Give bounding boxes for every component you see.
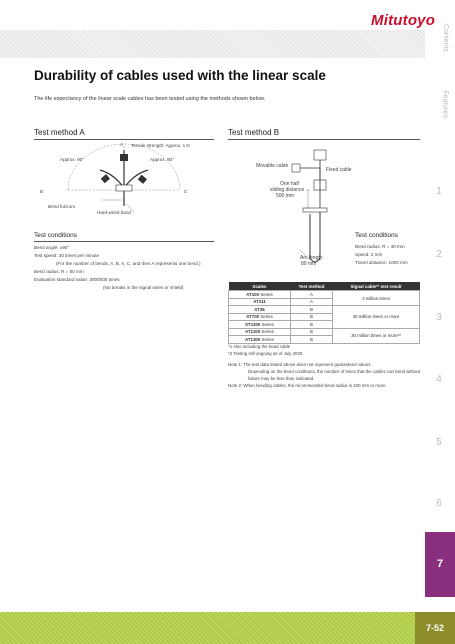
durability-table <box>228 282 420 344</box>
method-b-condition: Travel distance: 1000 mm <box>355 260 408 265</box>
result-cell: 3 million times <box>333 291 420 306</box>
arc-80mm-label: 80 mm <box>301 261 317 267</box>
side-tab-nav <box>425 0 455 644</box>
method-b-heading: Test method B <box>228 128 280 137</box>
side-tab-1[interactable]: 1 <box>436 186 442 197</box>
position-a-label: A <box>120 142 124 147</box>
note-2: Note 2: When bending cables, the recommended bend radius is 100 mm or more. <box>228 383 387 388</box>
scale-cell: ST1300 Series <box>229 321 291 329</box>
col-result: Signal cable*¹ test result <box>333 282 420 291</box>
hard-wired-band-label: Hard-wired band <box>97 210 131 215</box>
note-1-cont: failure may be less than indicated. <box>248 376 315 381</box>
method-a-condition: Bend angle: ±90° <box>34 245 70 250</box>
col-test-method: Test method <box>291 282 333 291</box>
method-cell: A <box>291 291 333 299</box>
page-number: 7-52 <box>415 612 455 644</box>
side-tab-contents[interactable]: Contents <box>442 23 449 52</box>
method-cell: A <box>291 298 333 306</box>
one-half-label: One half <box>280 181 299 187</box>
method-cell: B <box>291 328 333 336</box>
scale-cell: AT100 Series <box>229 291 291 299</box>
approx-90-left-label: Approx. 90° <box>60 157 85 162</box>
table-row <box>229 328 420 336</box>
table-header-row <box>229 282 420 291</box>
side-tab-2[interactable]: 2 <box>436 249 442 260</box>
side-tab-7-active[interactable] <box>425 532 455 597</box>
method-a-heading: Test method A <box>34 128 85 137</box>
method-a-condition: Evaluation standard value: 3000000 times <box>34 277 120 282</box>
note-1: Note 1: The test data stated above does not represent guaranteed values. <box>228 362 372 367</box>
page-title: Durability of cables used with the linear scale <box>34 68 326 83</box>
tensile-strength-label: Tensile strength: Approx. 1 N <box>131 143 190 148</box>
position-c-label: C <box>184 189 188 194</box>
result-cell: 40 million times or more <box>333 306 420 329</box>
footer-band <box>0 612 455 644</box>
footnote-2: *2 Testing still ongoing as of July 2020 <box>228 351 303 356</box>
note-1-cont: Depending on the bend conditions, the number of times that the cables can bend without <box>248 369 421 374</box>
method-a-conditions-heading: Test conditions <box>34 232 77 239</box>
method-b-diagram <box>228 140 420 270</box>
method-b-conditions-heading: Test conditions <box>355 232 398 239</box>
method-cell: B <box>291 336 333 344</box>
method-a-condition: Test speed: 30 times per minute <box>34 253 100 258</box>
footnote-1: *1 Also including the head cable <box>228 344 291 349</box>
scale-cell: AT1300 Series <box>229 336 291 344</box>
sliding-distance-label: sliding distance <box>270 187 305 193</box>
result-cell: 30 million times or more*² <box>333 328 420 343</box>
bend-fulcrum-label: Bend fulcrum <box>48 204 76 209</box>
method-b-condition: Bend radius: R = 40 mm <box>355 244 405 249</box>
sliding-500mm-label: 500 mm <box>276 193 295 199</box>
col-scales: Scales <box>229 282 291 291</box>
method-a-condition: (For the number of bends, A, B, A, C, and then A represents one bend.) <box>56 261 201 266</box>
side-tab-features[interactable]: Features <box>442 90 449 118</box>
position-b-label: B <box>40 189 44 194</box>
side-tab-7-label: 7 <box>436 558 444 570</box>
method-cell: B <box>291 313 333 321</box>
scale-cell: AT211 <box>229 298 291 306</box>
scale-cell: ST700 Series <box>229 313 291 321</box>
method-b-illustration <box>228 140 420 270</box>
side-tab-5[interactable]: 5 <box>436 437 442 448</box>
scale-cell: ST36 <box>229 306 291 314</box>
intro-text: The life expectancy of the linear scale cables has been tested using the methods shown below. <box>34 96 266 102</box>
scale-cell: AT1100 Series <box>229 328 291 336</box>
method-a-diagram <box>34 140 214 220</box>
method-cell: B <box>291 321 333 329</box>
method-a-conditions-rule <box>34 241 214 242</box>
table-row <box>229 291 420 299</box>
movable-cable-label: Movable cable <box>256 163 289 169</box>
method-b-condition: Speed: 2 m/s <box>355 252 383 257</box>
header-band <box>0 30 425 58</box>
method-cell: B <box>291 306 333 314</box>
side-tab-4[interactable]: 4 <box>436 374 442 385</box>
approx-90-right-label: Approx. 90° <box>150 157 175 162</box>
fixed-cable-label: Fixed cable <box>326 167 352 173</box>
brand-logo: Mitutoyo <box>371 12 436 29</box>
table-row <box>229 306 420 314</box>
arc-length-label: Arc length <box>300 255 323 261</box>
side-tab-6[interactable]: 6 <box>436 498 442 509</box>
method-a-condition: Bend radius: R = 50 mm <box>34 269 84 274</box>
side-tab-3[interactable]: 3 <box>436 312 442 323</box>
method-a-condition: (No breaks in the signal wires or shield) <box>103 285 184 290</box>
